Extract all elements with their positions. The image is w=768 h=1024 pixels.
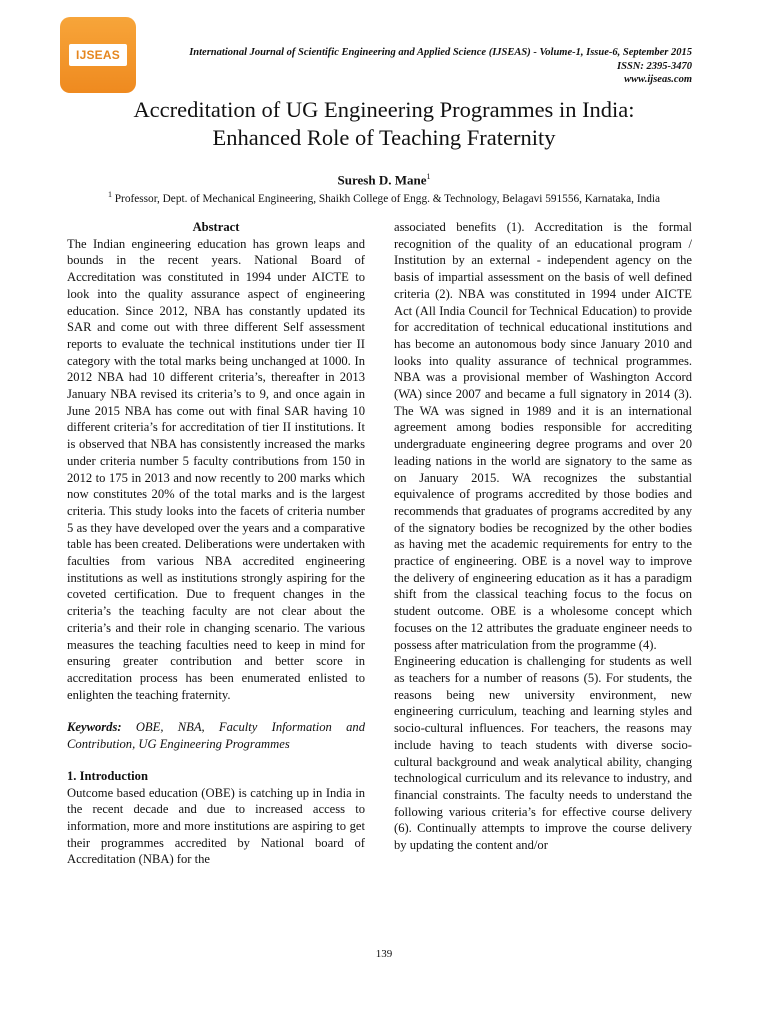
- author-name: Suresh D. Mane: [337, 172, 427, 188]
- abstract-heading: Abstract: [192, 220, 240, 234]
- abstract-text: The Indian engineering education has grown leaps and bounds in the recent years. National Board of Accreditation was constituted in 1994 under AICTE to look into the quality assurance aspect of engineering education. Since 2012, NBA has constantly updated its SAR and come out with three different Self assessment reports to evaluate the technical institutions under tier II category with the total marks being unchanged at 1000. In 2012 NBA had 10 different criteria’s, thereafter in 2013 January NBA revised its criteria’s to 9, and once again in June 2015 NBA has come out with final SAR having 10 different criteria’s for accreditation of tier II institutions. It is observed that NBA has consistently increased the marks under criteria number 5 faculty contributions from 150 in 2012 to 175 in 2013 and now recently to 200 marks which now constitutes 20% of the total marks and is the largest criteria. This study looks into the facets of criteria number 5 as they have developed over the years and a comparative table has been created. Deliberations were undertaken with faculties from various NBA accredited engineering institutions as well as institutions strongly aspiring for the coveted certification. Due to frequent changes in the criteria’s the teaching faculty are not clear about the criteria’s and their role in changing scenario. The various measures the teaching faculties need to keep in mind for ensuring greater contribution and better score in accreditation process has been enumerated enlisted to enlighten the teaching fraternity.: [67, 236, 365, 702]
- journal-name: International Journal of Scientific Engineering and Applied Science (IJSEAS) - Volume-1, Issue-6, September 2015: [189, 47, 692, 58]
- journal-logo-text: IJSEAS: [69, 44, 127, 66]
- introduction-text-right-1: associated benefits (1). Accreditation is the formal recognition of the quality of an educational program / Institution by an external - independent agency on the basis of impartial assessment on the basis of well defined criteria (2). NBA was constituted in 1994 under AICTE Act (All India Council for Technical Education) to provide for accreditation of technical educational institutions and has become an autonomous body since January 2010 and looks into quality assurance of technical programmes. NBA was a provisional member of Washington Accord (WA) since 2007 and became a full signatory in 2014 (3). The WA was signed in 1989 and it is an international agreement among bodies responsible for accrediting undergraduate engineering degree programs and over 20 leading nations in the world are signatory to the same as on January 2015. WA recognizes the substantial equivalence of programs accredited by those bodies and recommends that graduates of programs accredited by any of the signatory bodies be recognized by the other bodies as having met the academic requirements for entry to the practice of engineering. OBE is a novel way to improve the delivery of engineering education as it has a paradigm shift from the classical teaching focus to the focus on student outcome. OBE is a wholesome concept which focuses on the 12 attributes the graduate engineer needs to possess after matriculation from the programme (4).: [394, 220, 692, 652]
- author-superscript: 1: [426, 172, 431, 181]
- keywords-text: OBE, NBA, Faculty Information and Contribution, UG Engineering Programmes: [67, 720, 365, 752]
- journal-logo: [60, 17, 136, 93]
- keywords: [67, 719, 365, 752]
- introduction-text-right-2: Engineering education is challenging for students as well as teachers for a number of reasons (5). For students, the reasons being new university environment, new engineering curriculum, teaching and learning styles and socio-cultural influences. For teachers, the reasons may include having to teach students with diverse socio-cultural background and weak analytical ability, changing technological curriculum and its relevance to industry, and financial constraints. The faculty needs to understand the following various criteria’s for effective course delivery (6). Continually attempts to improve the course delivery by updating the content and/or: [394, 654, 692, 853]
- author-line: [0, 172, 768, 188]
- paper-title: [40, 96, 728, 152]
- keywords-label: Keywords:: [67, 720, 122, 735]
- right-column: [394, 219, 692, 854]
- introduction-heading: 1. Introduction: [67, 768, 148, 783]
- introduction-text-left: Outcome based education (OBE) is catching up in India in the recent decade and due to increased access to information, more and more institutions are aspiring to get their programmes accredited by National board of Accreditation (NBA) for the: [67, 785, 365, 867]
- affiliation-text: Professor, Dept. of Mechanical Engineering, Shaikh College of Engg. & Technology, Belagavi 591556, Karnataka, India: [111, 192, 661, 205]
- page-number: 139: [375, 948, 393, 960]
- affiliation-superscript: 1: [107, 190, 112, 199]
- paper-title-line-2: Enhanced Role of Teaching Fraternity: [212, 125, 556, 150]
- left-column: [67, 219, 365, 868]
- journal-issn: ISSN: 2395-3470: [617, 60, 692, 72]
- journal-website[interactable]: www.ijseas.com: [624, 74, 692, 85]
- affiliation: [20, 190, 748, 205]
- journal-header: [132, 46, 692, 87]
- paper-title-line-1: Accreditation of UG Engineering Programmes in India:: [133, 97, 635, 122]
